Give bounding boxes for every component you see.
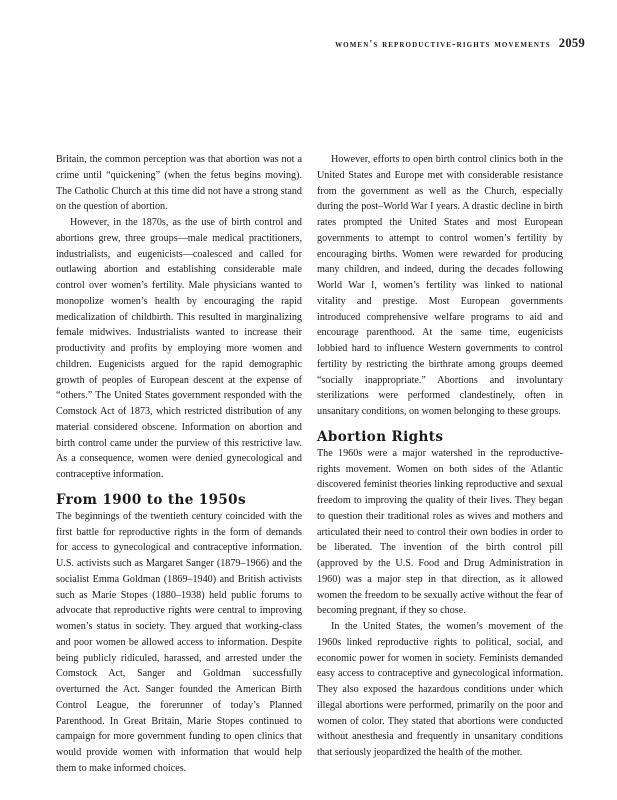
running-head-title: women's reproductive-rights movements (335, 39, 551, 50)
section-heading-1900-1950s: From 1900 to the 1950s (56, 491, 246, 508)
paragraph: Britain, the common perception was that abortion was not a crime until “quickening” (when the fetus begins moving). The Catholic Church at this time did not have a strong stand on the question of abortion. (56, 154, 302, 213)
paragraph: However, in the 1870s, as the use of birth control and abortions grew, three groups—male medical practitioners, industrialists, and eugenicists—coalesced and called for outlawing abortion and establishing considerable male control over women’s fertility. Male physicians wanted to monopolize women’s health by encouraging the rapid medicalization of childbirth. This resulted in marginalizing female midwives. Industrialists wanted to increase their productivity and profits by employing more women and children. Eugenicists argued for the rapid demographic growth of peoples of European descent at the expense of “others.” The United States government responded with the Comstock Act of 1873, which restricted distribution of any material considered obscene. Information on abortion and birth control came under the purview of this restrictive law. As a consequence, women were denied gynecological and contraceptive information. (56, 217, 302, 480)
left-column (56, 152, 302, 777)
right-column (317, 152, 563, 761)
paragraph: In the United States, the women’s movement of the 1960s linked reproductive rights to political, social, and economic power for women in society. Feminists demanded easy access to contraceptive and gynecological information. They also exposed the hazardous conditions under which illegal abortions were performed, primarily on the poor and women of color. They stated that abortions were conducted without anesthesia and frequently in unsanitary conditions that seriously jeopardized the health of the mother. (317, 621, 563, 758)
page-number: 2059 (558, 36, 585, 50)
running-head (335, 36, 585, 51)
section-heading-abortion-rights: Abortion Rights (317, 428, 444, 445)
paragraph: The beginnings of the twentieth century coincided with the first battle for reproductive rights in the form of demands for access to gynecological and contraceptive information. U.S. activists such as Margaret Sanger (1879–1966) and the socialist Emma Goldman (1869–1940) and British activists such as Marie Stopes (1880–1938) held public forums to advocate that reproductive rights were central to improving women’s status in society. They argued that working-class and poor women be allowed access to information. Despite being publicly ridiculed, harassed, and arrested under the Comstock Act, Sanger and Goldman successfully overturned the Act. Sanger founded the American Birth Control League, the forerunner of today’s Planned Parenthood. In Great Britain, Marie Stopes continued to campaign for more government funding to open clinics that would provide women with information that would help them to make informed choices. (56, 510, 302, 774)
paragraph: However, efforts to open birth control clinics both in the United States and Europe met with considerable resistance from the government as well as the Church, especially during the post–World War I years. A drastic decline in birth rates prompted the United States and most European governments to attempt to control women’s fertility by encouraging births. Women were rewarded for producing many children, and indeed, during the decades following World War I, women’s fertility was linked to national vitality and prestige. Most European governments introduced comprehensive welfare programs to aid and encourage parenthood. At the same time, eugenicists lobbied hard to influence Western governments to control fertility by restricting the birthrate among groups deemed “socially inappropriate.” Abortions and involuntary sterilizations were performed clandestinely, often in unsanitary conditions, on women belonging to these groups. (317, 154, 563, 417)
paragraph: The 1960s were a major watershed in the reproductive-rights movement. Women on both sides of the Atlantic discovered feminist theories linking reproductive and sexual freedom to improving the quality of their lives. They began to question their traditional roles as wives and mothers and articulated their need to control their own bodies in order to be liberated. The invention of the birth control pill (approved by the U.S. Food and Drug Administration in 1960) was a major step in that direction, as it allowed women the freedom to be sexually active without the fear of becoming pregnant, if they so chose. (317, 447, 563, 617)
